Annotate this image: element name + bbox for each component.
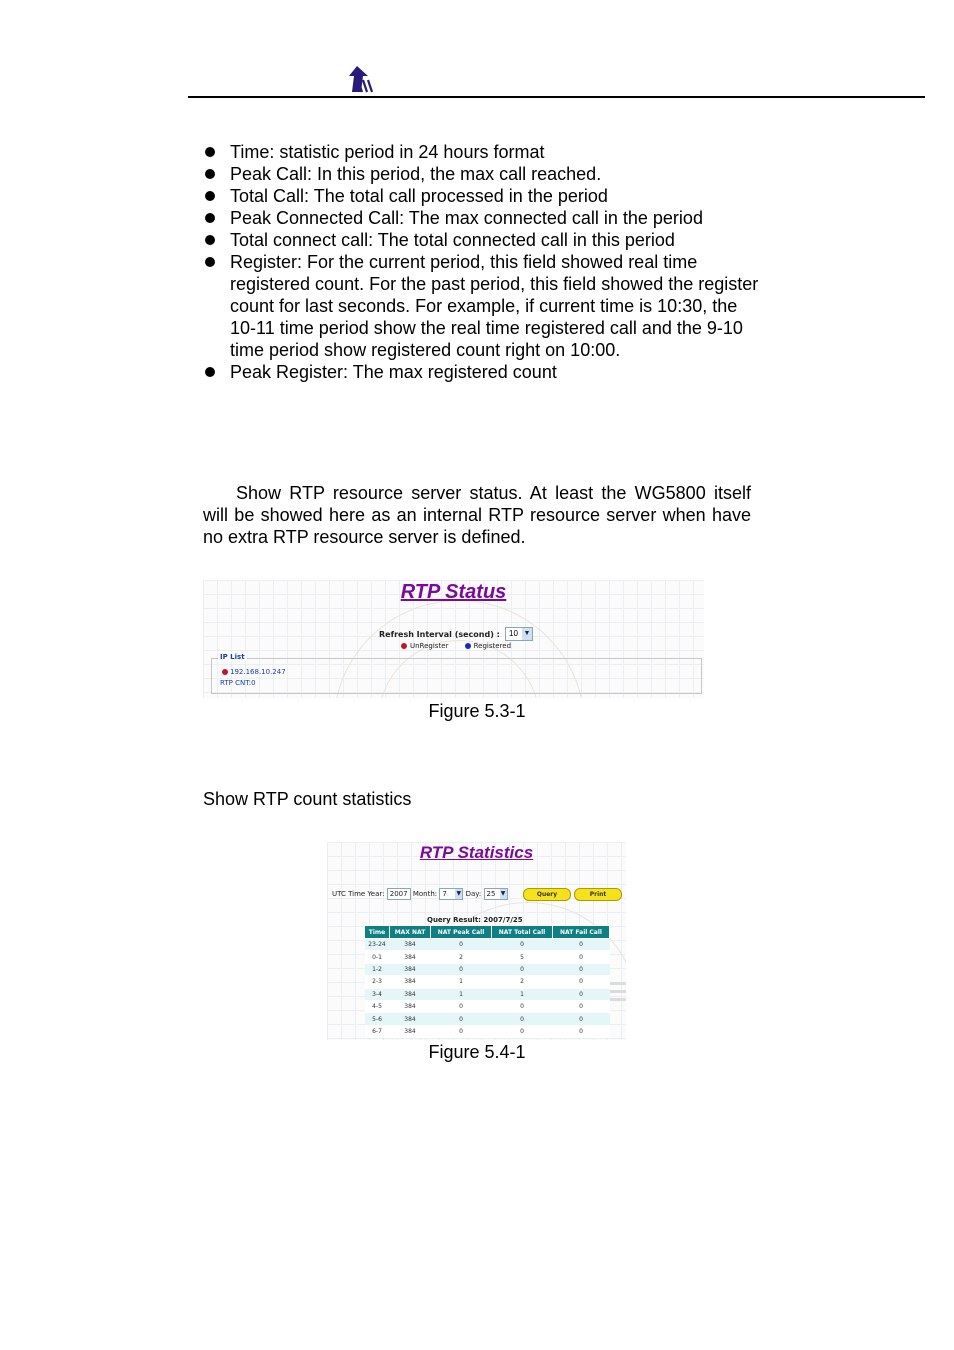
list-item <box>203 229 763 251</box>
table-cell: 4-5 <box>365 1000 390 1012</box>
month-value: 7 <box>442 890 447 898</box>
bullet-icon <box>205 213 215 223</box>
table-cell: 0 <box>492 1013 553 1025</box>
list-item <box>203 141 763 163</box>
table-cell: 384 <box>390 951 431 963</box>
table-cell: 0 <box>431 939 492 951</box>
table-row <box>365 939 610 951</box>
list-item-text: Peak Register: The max registered count <box>230 362 557 382</box>
table-cell: 5 <box>492 951 553 963</box>
list-item-text: Peak Connected Call: The max connected call in the period <box>230 208 703 228</box>
column-header: Time <box>365 926 390 939</box>
table-row <box>365 1025 610 1037</box>
status-legend <box>399 642 511 650</box>
table-cell: 23-24 <box>365 939 390 951</box>
day-select[interactable] <box>484 888 508 900</box>
refresh-interval-value: 10 <box>509 629 518 638</box>
list-item <box>203 185 763 207</box>
bullet-icon <box>205 235 215 245</box>
table-cell: 0 <box>492 939 553 951</box>
table-cell: 0 <box>492 1000 553 1012</box>
table-cell: 384 <box>390 988 431 1000</box>
query-button[interactable]: Query <box>523 888 571 901</box>
bullet-icon <box>205 257 215 267</box>
list-item-text: Peak Call: In this period, the max call reached. <box>230 164 602 184</box>
list-item-text: Register: For the current period, this field showed real time registered count. For the past period, this field showed the register count for last seconds. For example, if current time is 10:30, the 10-11 time period show the real time registered call and the 9-10 time period show registered count right on 10:00. <box>230 252 759 360</box>
rtp-statistics-title: RTP Statistics <box>419 843 534 862</box>
table-cell: 0 <box>553 988 610 1000</box>
list-item <box>203 207 763 229</box>
table-cell: 0 <box>553 1025 610 1037</box>
rtp-statistics-table <box>364 925 610 1038</box>
table-cell: 1-2 <box>365 963 390 975</box>
year-label: UTC Time Year: <box>332 890 385 898</box>
column-header: NAT Peak Call <box>431 926 492 939</box>
server-status-dot-icon <box>222 669 228 675</box>
table-cell: 0 <box>553 939 610 951</box>
list-item <box>203 163 763 185</box>
field-description-list <box>203 141 763 383</box>
year-input[interactable]: 2007 <box>387 888 411 900</box>
table-row <box>365 951 610 963</box>
table-cell: 384 <box>390 1000 431 1012</box>
rtp-count: RTP CNT:0 <box>220 679 256 687</box>
table-cell: 5-6 <box>365 1013 390 1025</box>
table-cell: 1 <box>431 988 492 1000</box>
table-cell: 0 <box>492 963 553 975</box>
list-item-text: Total connect call: The total connected call in this period <box>230 230 675 250</box>
figure-caption: Figure 5.3-1 <box>428 701 526 721</box>
query-form <box>332 888 508 900</box>
legend-unregister: UnRegister <box>410 642 449 650</box>
unregister-dot-icon <box>401 643 407 649</box>
column-header: MAX NAT <box>390 926 431 939</box>
registered-dot-icon <box>465 643 471 649</box>
table-cell: 0 <box>431 1000 492 1012</box>
header-rule <box>188 96 925 98</box>
table-cell: 6-7 <box>365 1025 390 1037</box>
chevron-down-icon: ▼ <box>456 890 462 897</box>
table-cell: 384 <box>390 976 431 988</box>
table-row <box>365 1000 610 1012</box>
bullet-icon <box>205 367 215 377</box>
table-cell: 0-1 <box>365 951 390 963</box>
refresh-interval-select[interactable] <box>505 627 533 641</box>
figure-caption: Figure 5.4-1 <box>428 1042 526 1062</box>
rtp-status-screenshot <box>203 580 704 698</box>
refresh-interval-label: Refresh Interval (second) : <box>379 630 500 639</box>
list-item-text: Time: statistic period in 24 hours format <box>230 142 545 162</box>
chevron-down-icon: ▼ <box>500 890 506 897</box>
list-item-text: Total Call: The total call processed in the period <box>230 186 608 206</box>
table-cell: 1 <box>492 988 553 1000</box>
table-row <box>365 988 610 1000</box>
table-cell: 0 <box>431 963 492 975</box>
ip-address: 192.168.10.247 <box>230 668 286 676</box>
table-cell: 384 <box>390 1013 431 1025</box>
table-cell: 384 <box>390 939 431 951</box>
day-value: 25 <box>486 890 496 898</box>
ip-list-label: IP List <box>220 653 245 661</box>
company-logo-icon <box>348 66 378 94</box>
rtp-status-title: RTP Status <box>400 581 507 603</box>
table-cell: 384 <box>390 1025 431 1037</box>
table-cell: 384 <box>390 963 431 975</box>
table-row <box>365 1013 610 1025</box>
column-header: NAT Total Call <box>492 926 553 939</box>
table-cell: 1 <box>431 976 492 988</box>
table-cell: 2 <box>492 976 553 988</box>
rtp-statistics-screenshot <box>327 842 626 1040</box>
table-cell: 0 <box>431 1025 492 1037</box>
print-button[interactable]: Print <box>574 888 622 901</box>
list-item <box>203 361 763 383</box>
bullet-icon <box>205 169 215 179</box>
month-select[interactable] <box>439 888 463 900</box>
list-item <box>203 251 763 361</box>
table-cell: 2 <box>431 951 492 963</box>
column-header: NAT Fail Call <box>553 926 610 939</box>
table-body <box>365 939 610 1038</box>
day-label: Day: <box>465 890 482 898</box>
table-cell: 0 <box>553 1000 610 1012</box>
table-cell: 3-4 <box>365 988 390 1000</box>
chevron-down-icon: ▼ <box>522 628 532 640</box>
table-row <box>365 963 610 975</box>
table-cell: 2-3 <box>365 976 390 988</box>
table-header-row <box>365 926 610 939</box>
bullet-icon <box>205 191 215 201</box>
ip-list-entry[interactable] <box>222 668 286 676</box>
bullet-icon <box>205 147 215 157</box>
rtp-status-description: Show RTP resource server status. At least the WG5800 itself will be showed here as an internal RTP resource server when have no extra RTP resource server is defined. <box>203 483 751 547</box>
month-label: Month: <box>412 890 438 898</box>
query-result-label: Query Result: 2007/7/25 <box>427 916 523 924</box>
legend-registered: Registered <box>473 642 512 650</box>
table-row <box>365 976 610 988</box>
table-cell: 0 <box>431 1013 492 1025</box>
table-cell: 0 <box>553 963 610 975</box>
table-cell: 0 <box>553 1013 610 1025</box>
table-cell: 0 <box>492 1025 553 1037</box>
table-cell: 0 <box>553 951 610 963</box>
rtp-statistics-description: Show RTP count statistics <box>203 789 412 809</box>
table-cell: 0 <box>553 976 610 988</box>
ip-list-group <box>211 653 702 694</box>
